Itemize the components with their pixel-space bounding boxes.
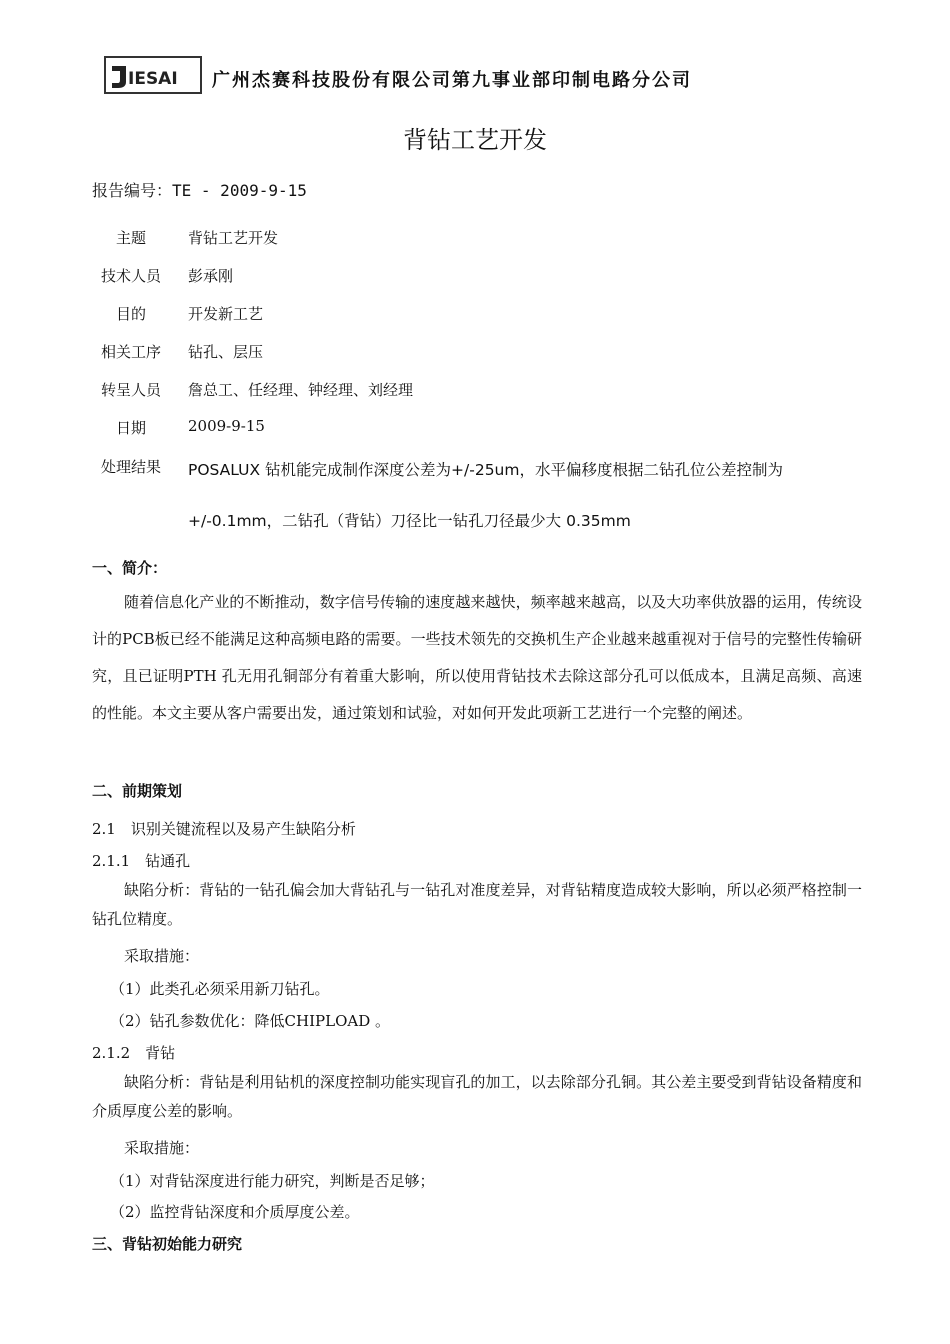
info-label-date: 日期	[115, 419, 146, 437]
section-3-heading: 三、背钻初始能力研究	[92, 1235, 243, 1253]
info-label-process: 相关工序	[100, 343, 161, 361]
subsection-2-1-2-measures-label: 采取措施：	[124, 1139, 200, 1157]
subsection-2-1-1: 2.1.1 钻通孔	[92, 852, 191, 870]
company-name: 广州杰赛科技股份有限公司第九事业部印制电路分公司	[212, 70, 692, 91]
subsection-2-1-1-measure-1: （1）此类孔必须采用新刀钻孔。	[110, 980, 330, 998]
info-value-process: 钻孔、层压	[188, 343, 264, 361]
section-1-heading: 一、简介：	[92, 559, 168, 577]
report-number-value: TE - 2009-9-15	[172, 181, 307, 200]
result-line-1: POSALUX 钻机能完成制作深度公差为+/-25um，水平偏移度根据二钻孔位公差控制为	[188, 461, 783, 479]
subsection-2-1-2: 2.1.2 背钻	[92, 1044, 176, 1062]
result-line-2: +/-0.1mm，二钻孔（背钻）刀径比一钻孔刀径最少大 0.35mm	[188, 512, 631, 530]
info-label-subject: 主题	[115, 229, 146, 247]
svg-text:IESAI: IESAI	[128, 69, 178, 89]
section-2-heading: 二、前期策划	[92, 782, 183, 800]
section-1-paragraph: 随着信息化产业的不断推动，数字信号传输的速度越来越快，频率越来越高，以及大功率供放器的运用，传统设计的PCB板已经不能满足这种高频电路的需要。一些技术领先的交换机生产企业越来越重视对于信号的完整性传输研究，且已证明PTH 孔无用孔铜部分有着重大影响，所以使用背钻技术去除这部分孔可以低成本，且满足高频、高速的性能。本文主要从客户需要出发，通过策划和试验，对如何开发此项新工艺进行一个完整的阐述。	[92, 593, 862, 722]
subsection-2-1-2-measure-1: （1）对背钻深度进行能力研究，判断是否足够；	[110, 1172, 435, 1190]
info-value-subject: 背钻工艺开发	[188, 229, 279, 247]
subsection-2-1-1-measure-2: （2）钻孔参数优化：降低CHIPLOAD 。	[110, 1012, 391, 1030]
subsection-2-1-2-measure-2: （2）监控背钻深度和介质厚度公差。	[110, 1203, 360, 1221]
document-title: 背钻工艺开发	[403, 126, 547, 154]
subsection-2-1-1-defect: 缺陷分析：背钻的一钻孔偏会加大背钻孔与一钻孔对准度差异，对背钻精度造成较大影响，所以必须严格控制一钻孔位精度。	[92, 881, 862, 928]
report-number	[92, 178, 307, 201]
info-label-technician: 技术人员	[100, 267, 161, 285]
info-label-result: 处理结果	[100, 458, 161, 476]
info-value-recipients: 詹总工、任经理、钟经理、刘经理	[188, 381, 414, 399]
info-value-date: 2009-9-15	[188, 417, 265, 435]
subsection-2-1-1-measures-label: 采取措施：	[124, 947, 200, 965]
info-label-purpose: 目的	[115, 305, 146, 323]
subsection-2-1-2-defect: 缺陷分析：背钻是利用钻机的深度控制功能实现盲孔的加工，以去除部分孔铜。其公差主要受到背钻设备精度和介质厚度公差的影响。	[92, 1073, 862, 1120]
info-value-technician: 彭承刚	[188, 267, 234, 285]
company-logo	[104, 56, 202, 94]
subsection-2-1: 2.1 识别关键流程以及易产生缺陷分析	[92, 820, 356, 838]
report-number-label: 报告编号：	[92, 181, 173, 200]
info-value-purpose: 开发新工艺	[188, 305, 264, 323]
info-label-recipients: 转呈人员	[100, 381, 161, 399]
